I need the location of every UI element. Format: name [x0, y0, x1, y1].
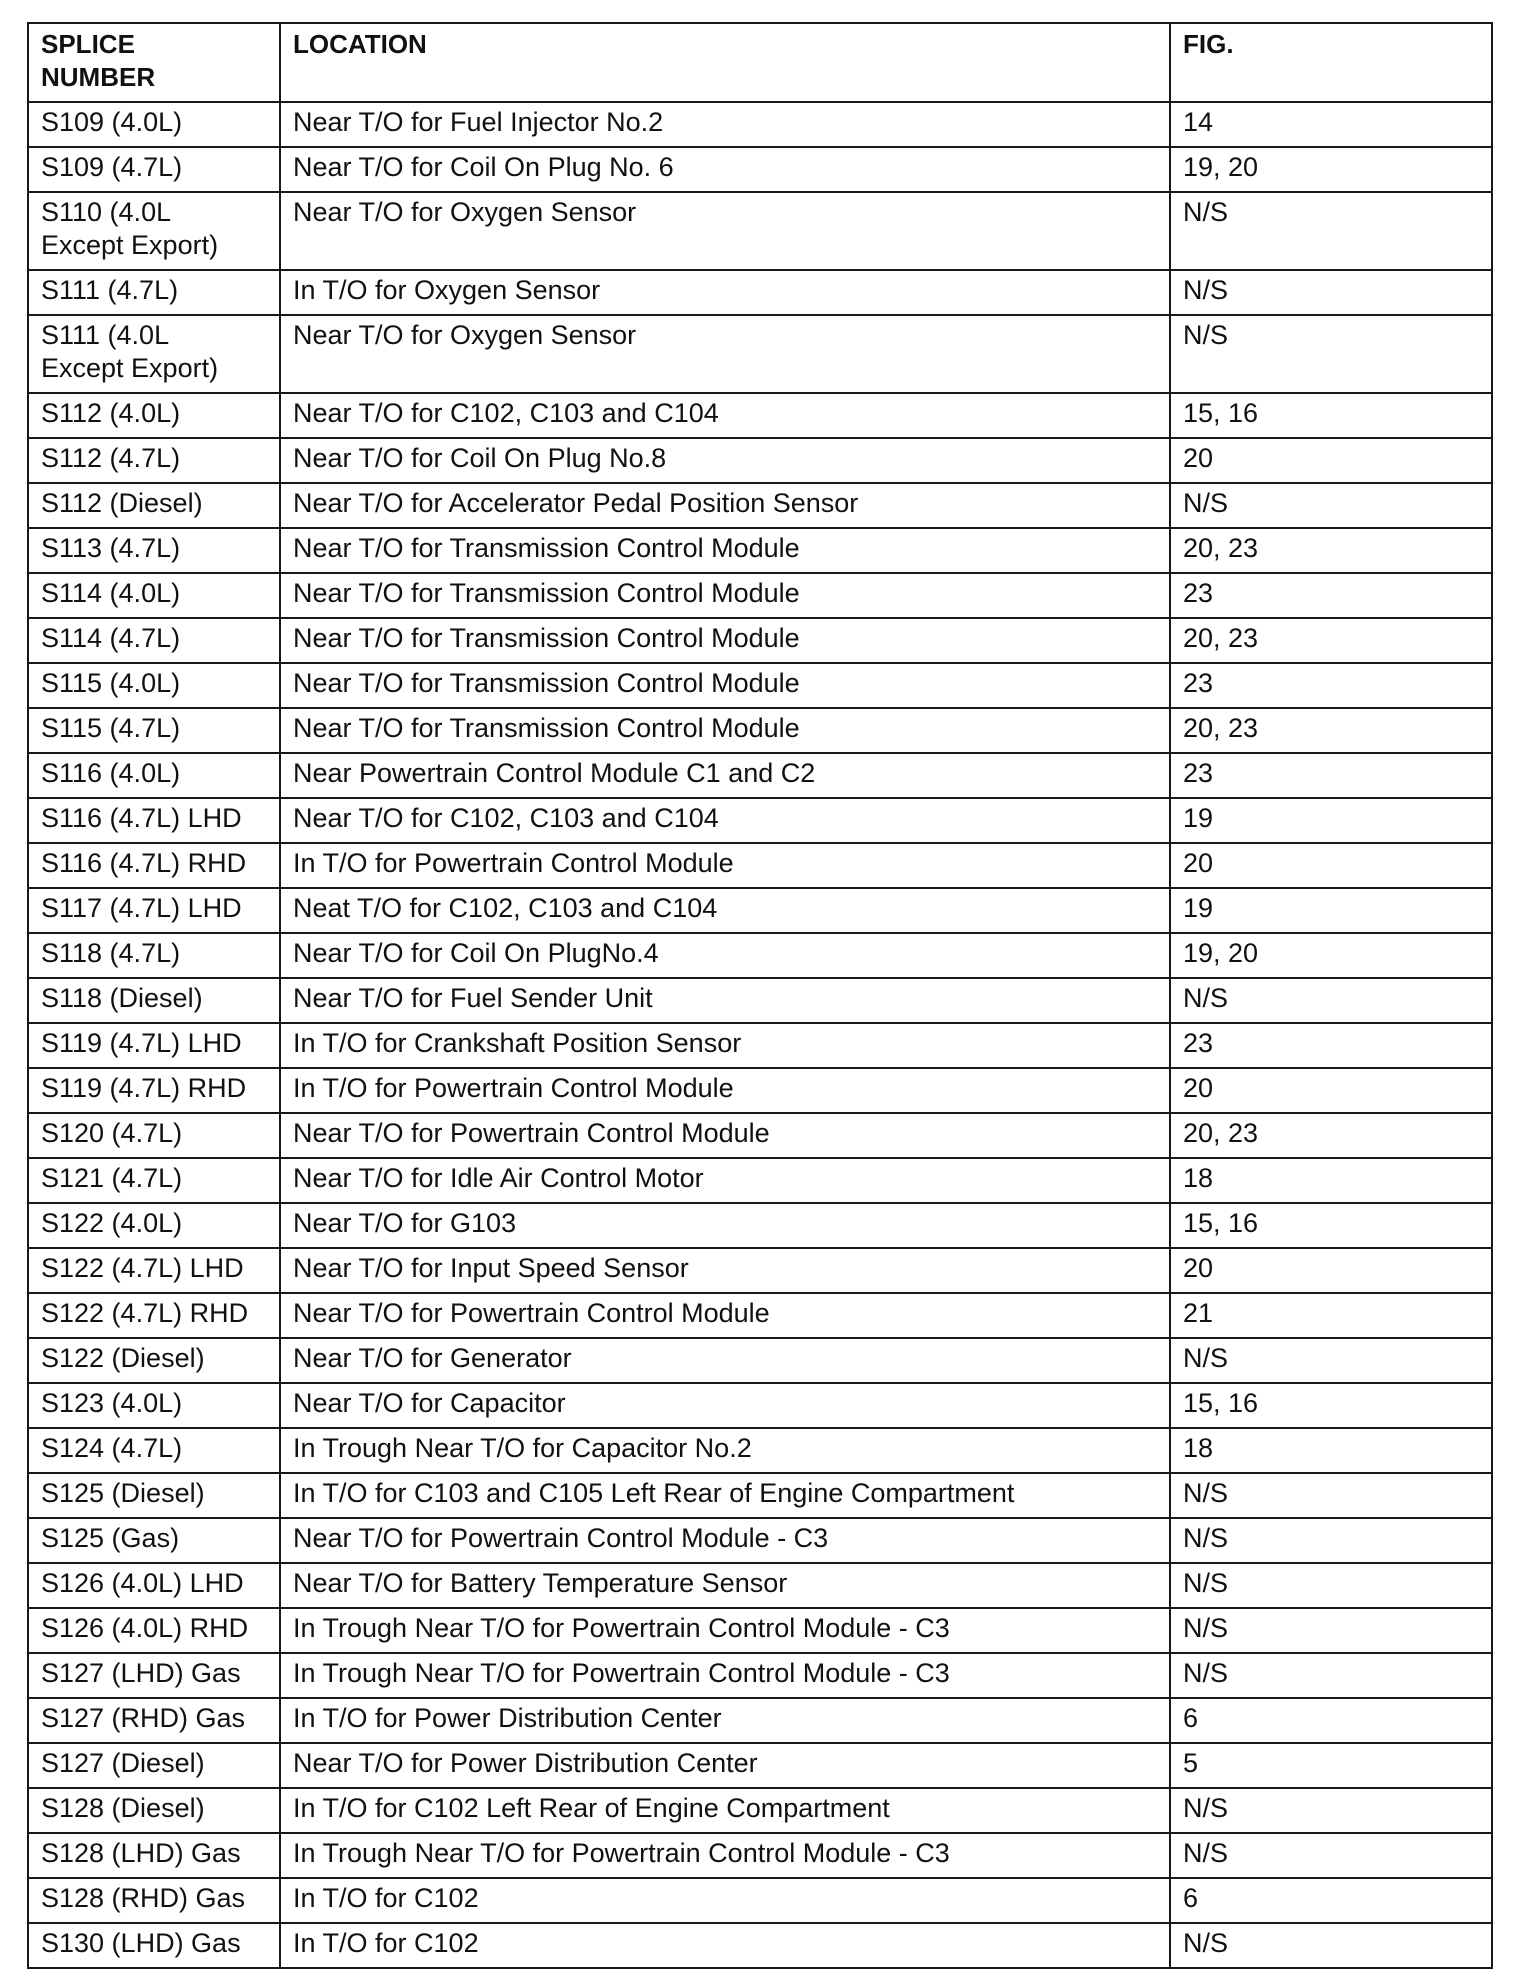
cell-fig: 5 — [1170, 1743, 1492, 1788]
table-row — [28, 1788, 1492, 1833]
cell-fig: 14 — [1170, 102, 1492, 147]
cell-splice-number: S116 (4.0L) — [28, 753, 280, 798]
table-row — [28, 1203, 1492, 1248]
cell-fig: 20, 23 — [1170, 618, 1492, 663]
cell-splice-number: S126 (4.0L) RHD — [28, 1608, 280, 1653]
cell-fig: 20 — [1170, 1248, 1492, 1293]
cell-location: Near T/O for Powertrain Control Module — [280, 1293, 1170, 1338]
cell-splice-number: S110 (4.0L Except Export) — [28, 192, 280, 270]
table-row — [28, 573, 1492, 618]
cell-location: Near T/O for Powertrain Control Module - C3 — [280, 1518, 1170, 1563]
cell-splice-number: S118 (4.7L) — [28, 933, 280, 978]
table-row — [28, 1923, 1492, 1968]
cell-location: Near T/O for Oxygen Sensor — [280, 315, 1170, 393]
cell-location: In T/O for C102 — [280, 1878, 1170, 1923]
cell-fig: N/S — [1170, 1653, 1492, 1698]
cell-fig: 23 — [1170, 573, 1492, 618]
cell-location: Near T/O for Generator — [280, 1338, 1170, 1383]
cell-splice-number: S120 (4.7L) — [28, 1113, 280, 1158]
cell-fig: N/S — [1170, 1833, 1492, 1878]
cell-fig: 23 — [1170, 663, 1492, 708]
table-row — [28, 798, 1492, 843]
cell-fig: 18 — [1170, 1158, 1492, 1203]
cell-fig: N/S — [1170, 1788, 1492, 1833]
cell-location: In Trough Near T/O for Powertrain Control Module - C3 — [280, 1833, 1170, 1878]
table-row — [28, 1698, 1492, 1743]
cell-fig: 20, 23 — [1170, 528, 1492, 573]
table-row — [28, 1293, 1492, 1338]
cell-splice-number: S128 (RHD) Gas — [28, 1878, 280, 1923]
table-row — [28, 753, 1492, 798]
cell-location: In Trough Near T/O for Capacitor No.2 — [280, 1428, 1170, 1473]
table-row — [28, 1743, 1492, 1788]
cell-splice-number: S123 (4.0L) — [28, 1383, 280, 1428]
cell-location: Near T/O for Transmission Control Module — [280, 573, 1170, 618]
cell-splice-number: S118 (Diesel) — [28, 978, 280, 1023]
header-fig: FIG. — [1170, 23, 1492, 102]
table-row — [28, 1653, 1492, 1698]
table-row — [28, 1608, 1492, 1653]
cell-location: In T/O for Powertrain Control Module — [280, 1068, 1170, 1113]
table-row — [28, 1248, 1492, 1293]
cell-splice-number: S127 (RHD) Gas — [28, 1698, 280, 1743]
cell-splice-number: S127 (LHD) Gas — [28, 1653, 280, 1698]
cell-location: In T/O for C103 and C105 Left Rear of Engine Compartment — [280, 1473, 1170, 1518]
table-row — [28, 843, 1492, 888]
splice-location-table — [27, 22, 1493, 1969]
cell-location: Near T/O for C102, C103 and C104 — [280, 393, 1170, 438]
cell-fig: 6 — [1170, 1698, 1492, 1743]
cell-fig: N/S — [1170, 315, 1492, 393]
cell-location: In Trough Near T/O for Powertrain Control Module - C3 — [280, 1653, 1170, 1698]
cell-location: In T/O for C102 Left Rear of Engine Compartment — [280, 1788, 1170, 1833]
cell-fig: 20, 23 — [1170, 708, 1492, 753]
cell-fig: N/S — [1170, 1473, 1492, 1518]
cell-splice-number: S113 (4.7L) — [28, 528, 280, 573]
cell-fig: 20 — [1170, 843, 1492, 888]
cell-location: Neat T/O for C102, C103 and C104 — [280, 888, 1170, 933]
cell-location: Near T/O for Battery Temperature Sensor — [280, 1563, 1170, 1608]
cell-location: In T/O for Powertrain Control Module — [280, 843, 1170, 888]
table-row — [28, 1158, 1492, 1203]
cell-location: Near T/O for Coil On Plug No. 6 — [280, 147, 1170, 192]
table-header-row — [28, 23, 1492, 102]
cell-splice-number: S121 (4.7L) — [28, 1158, 280, 1203]
table-row — [28, 483, 1492, 528]
cell-splice-number: S109 (4.7L) — [28, 147, 280, 192]
cell-splice-number: S127 (Diesel) — [28, 1743, 280, 1788]
cell-location: In T/O for Crankshaft Position Sensor — [280, 1023, 1170, 1068]
cell-splice-number: S109 (4.0L) — [28, 102, 280, 147]
cell-splice-number: S112 (4.0L) — [28, 393, 280, 438]
cell-location: Near T/O for Coil On Plug No.8 — [280, 438, 1170, 483]
table-row — [28, 888, 1492, 933]
cell-splice-number: S122 (4.0L) — [28, 1203, 280, 1248]
cell-splice-number: S111 (4.0L Except Export) — [28, 315, 280, 393]
cell-location: Near T/O for Transmission Control Module — [280, 663, 1170, 708]
cell-splice-number: S122 (Diesel) — [28, 1338, 280, 1383]
cell-fig: N/S — [1170, 1608, 1492, 1653]
table-row — [28, 528, 1492, 573]
cell-location: Near T/O for Transmission Control Module — [280, 618, 1170, 663]
cell-fig: 15, 16 — [1170, 1203, 1492, 1248]
cell-fig: N/S — [1170, 192, 1492, 270]
cell-location: Near T/O for Oxygen Sensor — [280, 192, 1170, 270]
table-row — [28, 270, 1492, 315]
table-row — [28, 1383, 1492, 1428]
cell-location: Near T/O for Transmission Control Module — [280, 708, 1170, 753]
header-location: LOCATION — [280, 23, 1170, 102]
cell-fig: N/S — [1170, 978, 1492, 1023]
table-row — [28, 393, 1492, 438]
cell-splice-number: S130 (LHD) Gas — [28, 1923, 280, 1968]
cell-location: Near T/O for Powertrain Control Module — [280, 1113, 1170, 1158]
table-row — [28, 1068, 1492, 1113]
cell-splice-number: S116 (4.7L) LHD — [28, 798, 280, 843]
cell-splice-number: S114 (4.0L) — [28, 573, 280, 618]
cell-location: Near T/O for Idle Air Control Motor — [280, 1158, 1170, 1203]
cell-fig: N/S — [1170, 483, 1492, 528]
cell-splice-number: S112 (4.7L) — [28, 438, 280, 483]
cell-fig: 15, 16 — [1170, 393, 1492, 438]
cell-location: Near T/O for Capacitor — [280, 1383, 1170, 1428]
table-row — [28, 708, 1492, 753]
table-row — [28, 1023, 1492, 1068]
cell-fig: 23 — [1170, 1023, 1492, 1068]
table-row — [28, 1878, 1492, 1923]
cell-splice-number: S115 (4.0L) — [28, 663, 280, 708]
table-row — [28, 933, 1492, 978]
table-row — [28, 663, 1492, 708]
cell-fig: 20 — [1170, 438, 1492, 483]
cell-location: In T/O for C102 — [280, 1923, 1170, 1968]
cell-splice-number: S128 (Diesel) — [28, 1788, 280, 1833]
cell-location: Near Powertrain Control Module C1 and C2 — [280, 753, 1170, 798]
table-row — [28, 1338, 1492, 1383]
cell-location: Near T/O for Power Distribution Center — [280, 1743, 1170, 1788]
cell-location: In T/O for Oxygen Sensor — [280, 270, 1170, 315]
table-row — [28, 978, 1492, 1023]
table-row — [28, 192, 1492, 270]
table-row — [28, 618, 1492, 663]
cell-location: Near T/O for Accelerator Pedal Position Sensor — [280, 483, 1170, 528]
cell-splice-number: S112 (Diesel) — [28, 483, 280, 528]
table-row — [28, 1113, 1492, 1158]
cell-fig: 21 — [1170, 1293, 1492, 1338]
cell-splice-number: S119 (4.7L) LHD — [28, 1023, 280, 1068]
cell-location: Near T/O for Input Speed Sensor — [280, 1248, 1170, 1293]
table-row — [28, 438, 1492, 483]
table-row — [28, 315, 1492, 393]
cell-location: Near T/O for C102, C103 and C104 — [280, 798, 1170, 843]
cell-fig: 20 — [1170, 1068, 1492, 1113]
table-row — [28, 1428, 1492, 1473]
cell-fig: 19 — [1170, 798, 1492, 843]
cell-location: Near T/O for Transmission Control Module — [280, 528, 1170, 573]
cell-fig: 19 — [1170, 888, 1492, 933]
cell-fig: 20, 23 — [1170, 1113, 1492, 1158]
table-row — [28, 1833, 1492, 1878]
cell-location: Near T/O for Fuel Sender Unit — [280, 978, 1170, 1023]
table-row — [28, 1518, 1492, 1563]
cell-location: In T/O for Power Distribution Center — [280, 1698, 1170, 1743]
cell-fig: N/S — [1170, 1338, 1492, 1383]
cell-splice-number: S126 (4.0L) LHD — [28, 1563, 280, 1608]
cell-fig: 19, 20 — [1170, 147, 1492, 192]
cell-fig: N/S — [1170, 1923, 1492, 1968]
cell-fig: N/S — [1170, 1518, 1492, 1563]
cell-splice-number: S122 (4.7L) RHD — [28, 1293, 280, 1338]
cell-splice-number: S125 (Gas) — [28, 1518, 280, 1563]
table-row — [28, 1473, 1492, 1518]
cell-splice-number: S117 (4.7L) LHD — [28, 888, 280, 933]
cell-location: In Trough Near T/O for Powertrain Control Module - C3 — [280, 1608, 1170, 1653]
cell-splice-number: S124 (4.7L) — [28, 1428, 280, 1473]
cell-fig: N/S — [1170, 270, 1492, 315]
cell-fig: 6 — [1170, 1878, 1492, 1923]
cell-location: Near T/O for Coil On PlugNo.4 — [280, 933, 1170, 978]
cell-splice-number: S122 (4.7L) LHD — [28, 1248, 280, 1293]
cell-location: Near T/O for G103 — [280, 1203, 1170, 1248]
cell-fig: 15, 16 — [1170, 1383, 1492, 1428]
cell-splice-number: S111 (4.7L) — [28, 270, 280, 315]
cell-splice-number: S119 (4.7L) RHD — [28, 1068, 280, 1113]
cell-splice-number: S115 (4.7L) — [28, 708, 280, 753]
cell-splice-number: S125 (Diesel) — [28, 1473, 280, 1518]
cell-location: Near T/O for Fuel Injector No.2 — [280, 102, 1170, 147]
table-row — [28, 147, 1492, 192]
cell-fig: 18 — [1170, 1428, 1492, 1473]
cell-fig: 19, 20 — [1170, 933, 1492, 978]
cell-fig: 23 — [1170, 753, 1492, 798]
table-row — [28, 102, 1492, 147]
cell-splice-number: S114 (4.7L) — [28, 618, 280, 663]
cell-splice-number: S128 (LHD) Gas — [28, 1833, 280, 1878]
cell-splice-number: S116 (4.7L) RHD — [28, 843, 280, 888]
header-splice-number: SPLICE NUMBER — [28, 23, 280, 102]
table-row — [28, 1563, 1492, 1608]
table-body — [28, 102, 1492, 1968]
cell-fig: N/S — [1170, 1563, 1492, 1608]
